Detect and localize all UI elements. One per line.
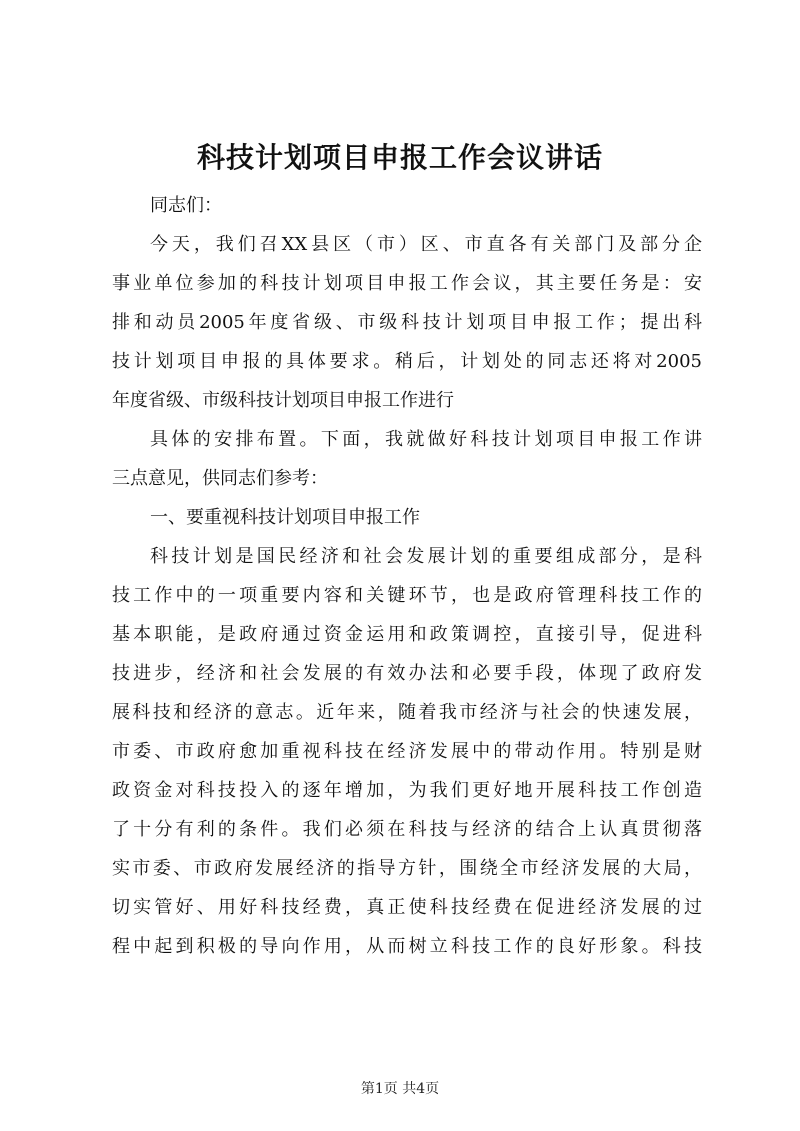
paragraph-line: 市委、市政府愈加重视科技在经济发展中的带动作用。特别是财 bbox=[112, 741, 702, 762]
paragraph-line: 科技计划是国民经济和社会发展计划的重要组成部分，是科 bbox=[150, 546, 702, 567]
paragraph-line: 切实管好、用好科技经费，真正使科技经费在促进经济发展的过 bbox=[112, 897, 702, 918]
paragraph-line: 技进步，经济和社会发展的有效办法和必要手段，体现了政府发 bbox=[112, 663, 702, 684]
paragraph-line: 展科技和经济的意志。近年来，随着我市经济与社会的快速发展， bbox=[112, 702, 702, 723]
page-number-footer: 第1页 共4页 bbox=[360, 1081, 440, 1097]
paragraph-line: 今天，我们召XX县区（市）区、市直各有关部门及部分企 bbox=[150, 234, 702, 255]
paragraph-line: 年度省级、市级科技计划项目申报工作进行 bbox=[112, 390, 454, 411]
paragraph-line: 基本职能，是政府通过资金运用和政策调控，直接引导，促进科 bbox=[112, 624, 702, 645]
paragraph-line: 程中起到积极的导向作用，从而树立科技工作的良好形象。科技 bbox=[112, 936, 702, 957]
paragraph-line: 政资金对科技投入的逐年增加，为我们更好地开展科技工作创造 bbox=[112, 780, 702, 801]
salutation-line: 同志们： bbox=[150, 195, 222, 216]
paragraph-line: 实市委、市政府发展经济的指导方针，围绕全市经济发展的大局， bbox=[112, 858, 702, 879]
paragraph-line: 具体的安排布置。下面，我就做好科技计划项目申报工作讲 bbox=[150, 429, 702, 450]
section-heading: 一、要重视科技计划项目申报工作 bbox=[150, 507, 420, 528]
paragraph-line: 技计划项目申报的具体要求。稍后，计划处的同志还将对2005 bbox=[112, 351, 702, 372]
paragraph-line: 排和动员2005年度省级、市级科技计划项目申报工作；提出科 bbox=[112, 312, 702, 333]
paragraph-line: 技工作中的一项重要内容和关键环节，也是政府管理科技工作的 bbox=[112, 585, 702, 606]
paragraph-line: 三点意见，供同志们参考： bbox=[112, 468, 328, 489]
paragraph-line: 事业单位参加的科技计划项目申报工作会议，其主要任务是：安 bbox=[112, 273, 702, 294]
paragraph-line: 了十分有利的条件。我们必须在科技与经济的结合上认真贯彻落 bbox=[112, 819, 702, 840]
document-title: 科技计划项目申报工作会议讲话 bbox=[196, 141, 603, 174]
